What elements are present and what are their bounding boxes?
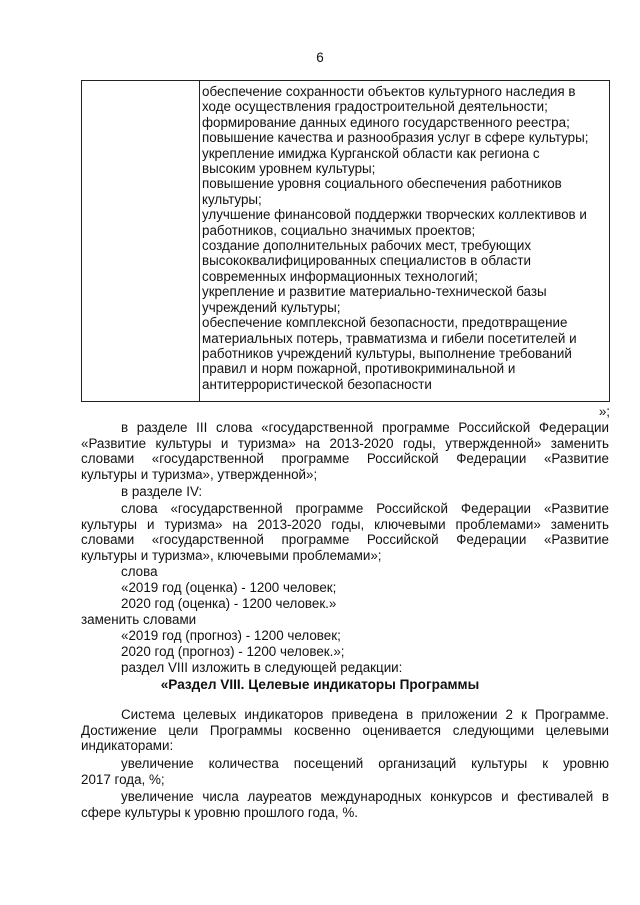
text-line: увеличение количества посещений организаций культуры к уровню bbox=[121, 756, 609, 771]
text-line: культуры и туризма», утвержденной»; bbox=[81, 466, 318, 482]
text-line: словами «государственной программе Российской Федерации «Развитие bbox=[81, 451, 609, 467]
paragraph-indicators bbox=[81, 707, 609, 754]
table-line: культуры; bbox=[202, 191, 262, 207]
section8-intro: раздел VIII изложить в следующей редакции: bbox=[121, 660, 403, 675]
table-line: современных информационных технологий; bbox=[202, 268, 479, 284]
text-line: Достижение цели Программы косвенно оценивается следующими целевыми bbox=[81, 722, 609, 738]
new-value-line: «2019 год (прогноз) - 1200 человек; bbox=[121, 628, 341, 643]
text-line: сфере культуры к уровню прошлого года, %. bbox=[81, 804, 358, 820]
text-line: словами «государственной программе Российской Федерации «Развитие bbox=[81, 532, 609, 548]
table-line: создание дополнительных рабочих мест, требующих bbox=[202, 238, 532, 254]
table-line: учреждений культуры; bbox=[202, 299, 341, 315]
section8-heading: «Раздел VIII. Целевые индикаторы Программы bbox=[160, 677, 480, 692]
text-line: культуры и туризма» на 2013-2020 годы, ключевыми проблемами» заменить bbox=[81, 516, 609, 532]
table-column-divider bbox=[199, 81, 200, 401]
table-line: формирование данных единого государственного реестра; bbox=[202, 114, 570, 130]
table-line: высококвалифицированных специалистов в области bbox=[202, 253, 531, 269]
closing-quote-marker: »; bbox=[598, 404, 610, 419]
old-value-line: 2020 год (оценка) - 1200 человек.» bbox=[121, 596, 337, 611]
table-line: работников, социально значимых проектов; bbox=[202, 222, 476, 238]
table-cell-goals bbox=[202, 84, 607, 392]
new-value-line: 2020 год (прогноз) - 1200 человек.»; bbox=[121, 644, 345, 659]
table-line: высоким уровнем культуры; bbox=[202, 161, 376, 177]
table-line: повышение уровня социального обеспечения работников bbox=[202, 176, 562, 192]
old-value-line: «2019 год (оценка) - 1200 человек; bbox=[121, 580, 337, 595]
text-line: индикаторами: bbox=[81, 738, 174, 754]
paragraph-section4 bbox=[81, 501, 609, 563]
words-label: слова bbox=[121, 564, 158, 579]
table-line: укрепление и развитие материально-технической базы bbox=[202, 284, 547, 300]
table-line: ходе осуществления градостроительной деятельности; bbox=[202, 99, 548, 115]
table-line: антитеррористической безопасности bbox=[202, 376, 432, 392]
page-number: 6 bbox=[316, 50, 324, 65]
table-line: правил и норм пожарной, противокриминальной и bbox=[202, 361, 516, 377]
table-line: обеспечение сохранности объектов культурного наследия в bbox=[202, 84, 576, 99]
text-line: Система целевых индикаторов приведена в приложении 2 к Программе. bbox=[121, 707, 609, 722]
table-line: работников учреждений культуры, выполнение требований bbox=[202, 345, 572, 361]
replace-label: заменить словами bbox=[81, 612, 197, 627]
table-line: укрепление имиджа Курганской области как региона с bbox=[202, 145, 540, 161]
table-line: обеспечение комплексной безопасности, предотвращение bbox=[202, 315, 568, 331]
text-line: увеличение числа лауреатов международных конкурсов и фестивалей в bbox=[121, 789, 609, 804]
text-line: 2017 года, %; bbox=[81, 771, 165, 787]
paragraph-section3 bbox=[81, 420, 609, 482]
table-line: улучшение финансовой поддержки творческих коллективов и bbox=[202, 207, 587, 223]
text-line: слова «государственной программе Российской Федерации «Развитие bbox=[121, 501, 609, 516]
text-line: культуры и туризма», ключевыми проблемами»; bbox=[81, 547, 382, 563]
indicator-visits bbox=[81, 756, 609, 787]
table-line: повышение качества и разнообразия услуг в сфере культуры; bbox=[202, 130, 589, 146]
text-line: в разделе III слова «государственной программе Российской Федерации bbox=[121, 420, 609, 435]
indicator-laureates bbox=[81, 789, 609, 820]
text-line: «Развитие культуры и туризма» на 2013-2020 годы, утвержденной» заменить bbox=[81, 435, 609, 451]
table-line: материальных потерь, травматизма и гибели посетителей и bbox=[202, 330, 577, 346]
section4-intro: в разделе IV: bbox=[121, 484, 203, 499]
program-table bbox=[81, 80, 610, 402]
